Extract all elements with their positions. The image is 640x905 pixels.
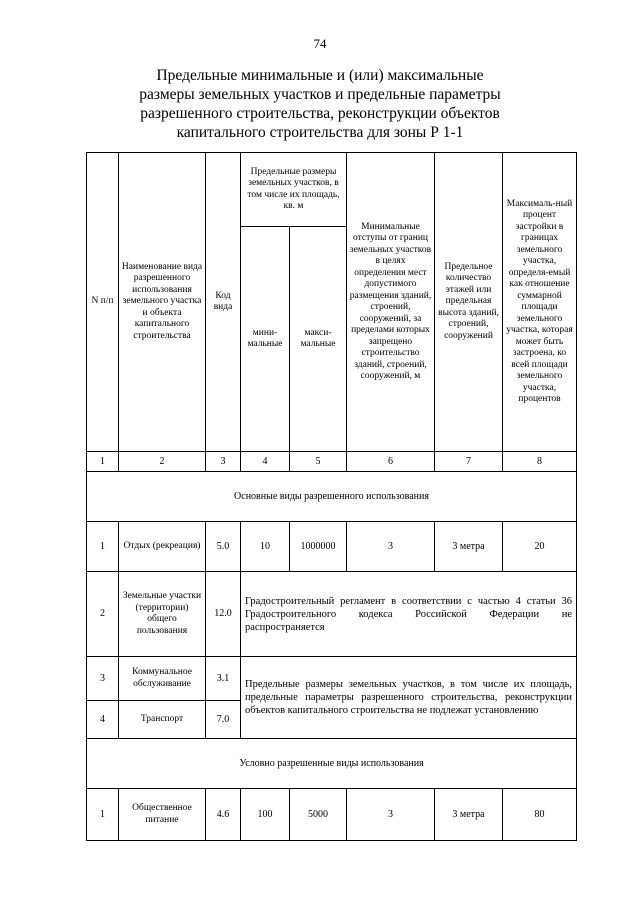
section-conditional-heading: Условно разрешенные виды использования — [87, 739, 577, 789]
column-number: 1 — [87, 452, 119, 472]
row-name: Земельные участки (территории) общего пользования — [119, 572, 206, 657]
table-row — [87, 789, 577, 841]
table-row — [87, 657, 577, 701]
row-max: 1000000 — [290, 522, 347, 572]
column-number: 6 — [347, 452, 435, 472]
row-setback: 3 — [347, 789, 435, 841]
zone-parameters-table — [86, 152, 577, 841]
column-number: 5 — [290, 452, 347, 472]
header-setback: Минимальные отступы от границ земельных участков в целях определения мест допустимого размещения зданий, строений, сооружений, за пределами которых запрещено строительство зданий, строений, сооружений, м — [347, 153, 435, 452]
column-number: 4 — [241, 452, 290, 472]
row-code: 5.0 — [206, 522, 241, 572]
row-coverage: 80 — [503, 789, 577, 841]
column-number-row — [87, 452, 577, 472]
row-code: 7.0 — [206, 701, 241, 739]
row-name: Отдых (рекреация) — [119, 522, 206, 572]
row-regulation-note: Градостроительный регламент в соответствии с частью 4 статьи 36 Градостроительного кодекса Российской Федерации не распространяется — [241, 572, 577, 657]
table-row — [87, 572, 577, 657]
row-coverage: 20 — [503, 522, 577, 572]
row-max: 5000 — [290, 789, 347, 841]
row-name: Общественное питание — [119, 789, 206, 841]
row-num: 1 — [87, 789, 119, 841]
row-min: 100 — [241, 789, 290, 841]
row-floors: 3 метра — [435, 789, 503, 841]
header-floors: Предельное количество этажей или предельная высота зданий, строений, сооружений — [435, 153, 503, 452]
row-num: 4 — [87, 701, 119, 739]
row-num: 1 — [87, 522, 119, 572]
row-shared-note: Предельные размеры земельных участков, в том числе их площадь, предельные параметры разрешенного строительства, реконструкции объектов капитального строительства не подлежат установлению — [241, 657, 577, 739]
row-code: 3.1 — [206, 657, 241, 701]
header-plot-size: Предельные размеры земельных участков, в том числе их площадь, кв. м — [241, 153, 347, 227]
column-number: 7 — [435, 452, 503, 472]
row-num: 3 — [87, 657, 119, 701]
row-code: 12.0 — [206, 572, 241, 657]
row-name: Коммунальное обслуживание — [119, 657, 206, 701]
column-number: 3 — [206, 452, 241, 472]
section-main-heading: Основные виды разрешенного использования — [87, 472, 577, 522]
row-setback: 3 — [347, 522, 435, 572]
row-floors: 3 метра — [435, 522, 503, 572]
header-code: Код вида — [206, 153, 241, 452]
document-title: Предельные минимальные и (или) максимальные размеры земельных участков и предельные параметры разрешенного строительства, реконструкции объектов капитального строительства для зоны Р 1-1 — [139, 67, 501, 141]
page-number: 74 — [313, 36, 327, 51]
table-row — [87, 522, 577, 572]
column-number: 2 — [119, 452, 206, 472]
header-coverage: Максималь-ный процент застройки в границах земельного участка, определя-емый как отношение суммарной площади земельного участка, которая может быть застроена, ко всей площади земельного участка, процентов — [503, 153, 577, 452]
row-name: Транспорт — [119, 701, 206, 739]
row-num: 2 — [87, 572, 119, 657]
header-max: макси-мальные — [290, 227, 347, 452]
header-min: мини-мальные — [241, 227, 290, 452]
column-number: 8 — [503, 452, 577, 472]
header-name: Наименование вида разрешенного использования земельного участка и объекта капитального строительства — [119, 153, 206, 452]
row-code: 4.6 — [206, 789, 241, 841]
header-num: N п/п — [87, 153, 119, 452]
row-min: 10 — [241, 522, 290, 572]
